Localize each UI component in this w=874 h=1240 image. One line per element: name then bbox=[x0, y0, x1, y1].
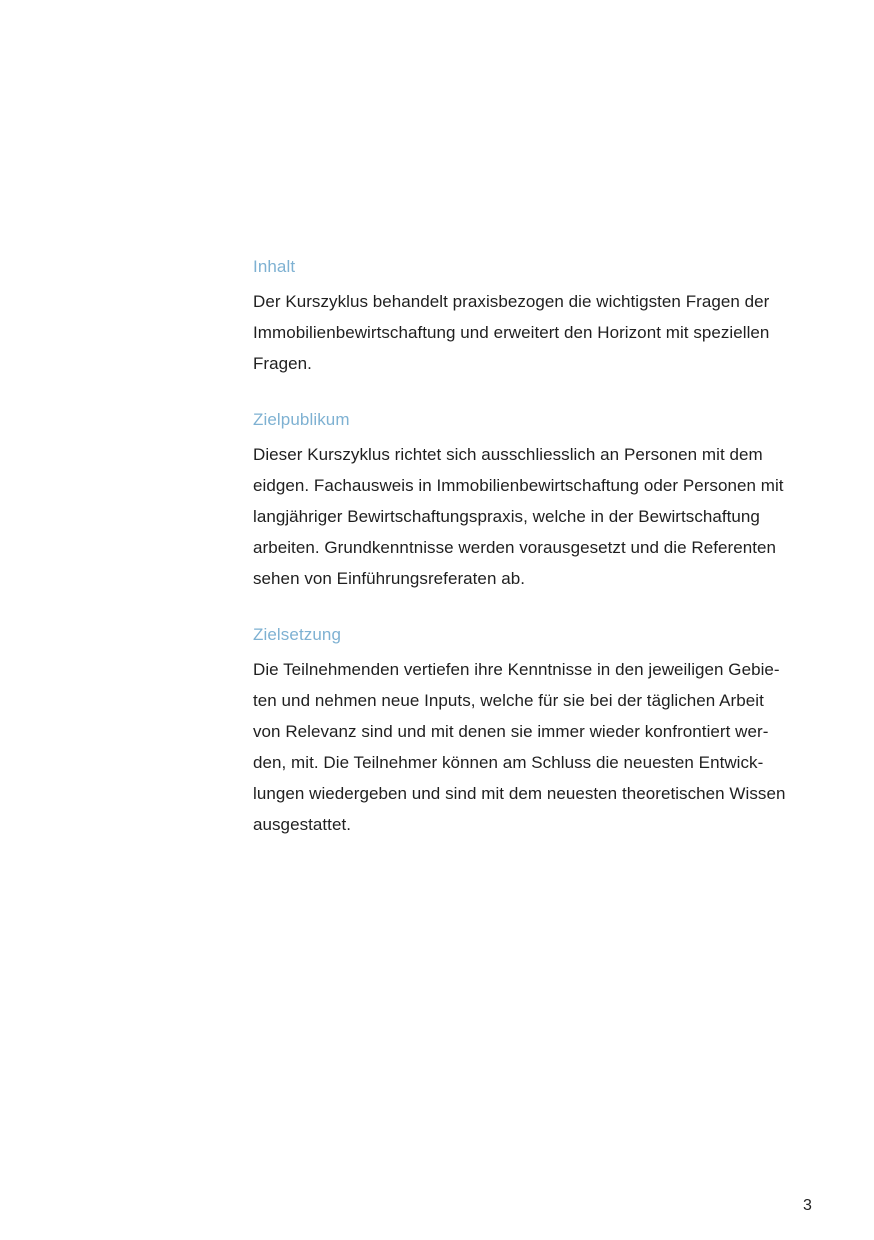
section-zielsetzung bbox=[253, 624, 833, 840]
text-line: ten und nehmen neue Inputs, welche für sie bei der täglichen Arbeit bbox=[253, 691, 764, 710]
page-number: 3 bbox=[803, 1197, 812, 1214]
text-line: Die Teilnehmenden vertiefen ihre Kenntnisse in den jeweiligen Gebie- bbox=[253, 660, 780, 679]
section-body bbox=[253, 439, 833, 594]
text-line: sehen von Einführungsreferaten ab. bbox=[253, 569, 525, 588]
text-line: von Relevanz sind und mit denen sie immer wieder konfrontiert wer- bbox=[253, 722, 769, 741]
text-line: lungen wiedergeben und sind mit dem neuesten theoretischen Wissen bbox=[253, 784, 786, 803]
document-content bbox=[253, 256, 833, 870]
text-line: arbeiten. Grundkenntnisse werden vorausgesetzt und die Referenten bbox=[253, 538, 777, 557]
text-line: Dieser Kurszyklus richtet sich ausschliesslich an Personen mit dem bbox=[253, 445, 763, 464]
text-line: den, mit. Die Teilnehmer können am Schluss die neuesten Entwick- bbox=[253, 753, 764, 772]
section-body bbox=[253, 286, 833, 379]
text-line: langjähriger Bewirtschaftungspraxis, welche in der Bewirtschaftung bbox=[253, 507, 760, 526]
text-line: eidgen. Fachausweis in Immobilienbewirtschaftung oder Personen mit bbox=[253, 476, 784, 495]
text-line: Immobilienbewirtschaftung und erweitert den Horizont mit speziellen bbox=[253, 323, 770, 342]
text-line: Fragen. bbox=[253, 354, 312, 373]
text-line: Der Kurszyklus behandelt praxisbezogen die wichtigsten Fragen der bbox=[253, 292, 770, 311]
section-zielpublikum bbox=[253, 409, 833, 594]
section-body bbox=[253, 654, 833, 840]
text-line: ausgestattet. bbox=[253, 815, 351, 834]
section-heading: Zielsetzung bbox=[253, 625, 342, 644]
section-heading: Zielpublikum bbox=[253, 410, 350, 429]
section-heading: Inhalt bbox=[253, 257, 296, 276]
section-inhalt bbox=[253, 256, 833, 379]
